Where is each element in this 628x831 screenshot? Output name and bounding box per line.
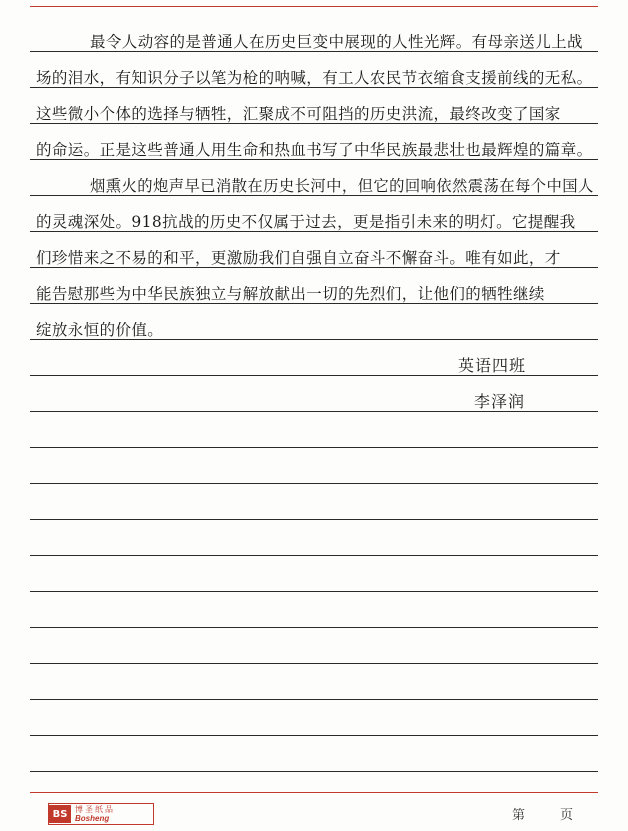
brand-name-cn: 博圣纸品 <box>75 805 115 814</box>
page-suffix: 页 <box>560 808 574 823</box>
ruled-line <box>30 663 598 664</box>
signature-class: 英语四班 <box>458 356 527 375</box>
text-line: 绽放永恒的价值。 <box>36 321 164 339</box>
brand-logo-box <box>48 803 154 825</box>
text-line: 这些微小个体的选择与牺牲，汇聚成不可阻挡的历史洪流，最终改变了国家 <box>36 105 561 123</box>
text-line: 场的泪水，有知识分子以笔为枪的呐喊，有工人农民节衣缩食支援前线的无私。 <box>36 69 593 87</box>
ruled-line <box>30 627 598 628</box>
page-prefix: 第 <box>512 808 526 823</box>
brand-name-en: Bosheng <box>75 814 110 823</box>
signature-author: 李泽润 <box>474 392 526 411</box>
text-line: 能告慰那些为中华民族独立与解放献出一切的先烈们，让他们的牺牲继续 <box>36 285 545 303</box>
top-margin-line <box>30 6 598 7</box>
ruled-line <box>30 699 598 700</box>
ruled-line <box>30 735 598 736</box>
text-line: 最令人动容的是普通人在历史巨变中展现的人性光辉。有母亲送儿上战 <box>90 33 583 51</box>
ruled-line <box>30 771 598 772</box>
text-line: 烟熏火的炮声早已消散在历史长河中，但它的回响依然震荡在每个中国人 <box>90 177 594 195</box>
ruled-line <box>30 591 598 592</box>
page-footer <box>0 798 628 831</box>
bottom-margin-line <box>30 792 598 793</box>
brand-logo-icon: BS <box>49 805 71 823</box>
text-line: 的命运。正是这些普通人用生命和热血书写了中华民族最悲壮也最辉煌的篇章。 <box>36 141 593 159</box>
text-line: 的灵魂深处。918抗战的历史不仅属于过去，更是指引未来的明灯。它提醒我 <box>36 213 576 231</box>
ruled-line <box>30 447 598 448</box>
ruled-line <box>30 483 598 484</box>
ruled-line <box>30 555 598 556</box>
ruled-line <box>30 519 598 520</box>
text-line: 们珍惜来之不易的和平，更激励我们自强自立奋斗不懈奋斗。唯有如此，才 <box>36 249 561 267</box>
